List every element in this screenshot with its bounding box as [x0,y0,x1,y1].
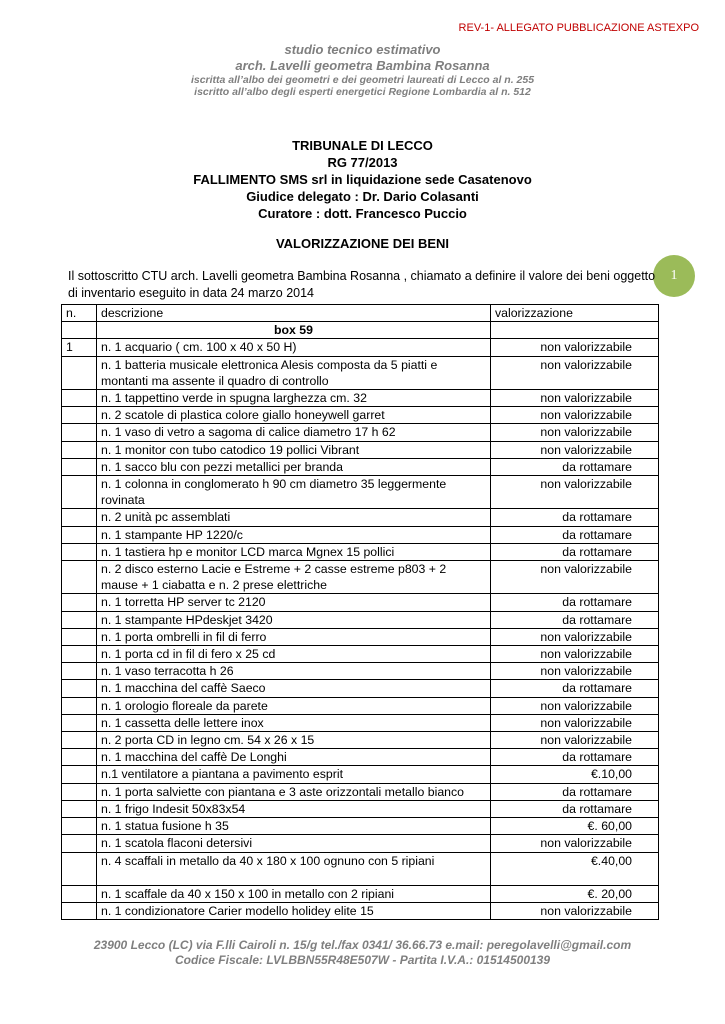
row-value: non valorizzabile [491,646,659,663]
row-description: n. 1 monitor con tubo catodico 19 pollici Vibrant [97,441,491,458]
row-value: da rottamare [491,800,659,817]
row-description: n. 1 cassetta delle lettere inox [97,714,491,731]
table-row [62,732,659,749]
table-row [62,441,659,458]
row-value: da rottamare [491,509,659,526]
section-title: VALORIZZAZIONE DEI BENI [275,236,450,251]
judge: Giudice delegato : Dr. Dario Colasanti [246,189,479,204]
studio-name: studio tecnico estimativo [284,42,441,57]
row-description: n. 1 macchina del caffè De Longhi [97,749,491,766]
table-row [62,390,659,407]
studio-registration-2: iscritto all’albo degli esperti energetici Regione Lombardia al n. 512 [194,86,531,98]
row-description: n. 1 stampante HP 1220/c [97,526,491,543]
curator: Curatore : dott. Francesco Puccio [258,206,467,221]
row-description: n. 1 vaso di vetro a sagoma di calice diametro 17 h 62 [97,424,491,441]
row-number [62,818,97,835]
table-row [62,458,659,475]
row-value: da rottamare [491,543,659,560]
row-number [62,561,97,594]
assets-table [61,304,659,920]
row-value: €. 60,00 [491,818,659,835]
row-number [62,441,97,458]
row-number [62,885,97,902]
row-description: n. 1 frigo Indesit 50x83x54 [97,800,491,817]
row-description: n. 1 tastiera hp e monitor LCD marca Mgnex 15 pollici [97,543,491,560]
table-row [62,697,659,714]
case-title: FALLIMENTO SMS srl in liquidazione sede Casatenovo [193,172,532,187]
row-description: n. 2 unità pc assemblati [97,509,491,526]
row-description: n. 1 scatola flaconi detersivi [97,835,491,852]
table-row [62,561,659,594]
row-description: n. 1 porta ombrelli in fil di ferro [97,628,491,645]
row-description: n. 2 porta CD in legno cm. 54 x 26 x 15 [97,732,491,749]
row-description: n. 1 orologio floreale da parete [97,697,491,714]
row-value: da rottamare [491,749,659,766]
row-value: non valorizzabile [491,407,659,424]
row-number [62,680,97,697]
table-row [62,476,659,509]
studio-registration-1: iscritta all’albo dei geometri e dei geometri laureati di Lecco al n. 255 [190,74,535,86]
table-row [62,646,659,663]
row-value: non valorizzabile [491,441,659,458]
row-number [62,356,97,389]
row-description: n. 1 porta cd in fil di fero x 25 cd [97,646,491,663]
row-description: n. 1 torretta HP server tc 2120 [97,594,491,611]
footer-address: 23900 Lecco (LC) via F.lli Cairoli n. 15/g tel./fax 0341/ 36.66.73 e.mail: peregolavelli@gmail.com [93,938,632,952]
row-value: non valorizzabile [491,714,659,731]
row-number [62,835,97,852]
header-descrizione: descrizione [97,305,491,322]
row-description: n. 1 stampante HPdeskjet 3420 [97,611,491,628]
table-row [62,783,659,800]
row-value: da rottamare [491,458,659,475]
table-row [62,594,659,611]
row-number [62,663,97,680]
row-number [62,902,97,919]
row-description: n. 1 colonna in conglomerato h 90 cm diametro 35 leggermente rovinata [97,476,491,509]
row-number [62,458,97,475]
row-number [62,646,97,663]
row-value: non valorizzabile [491,339,659,356]
header-valorizzazione: valorizzazione [491,305,659,322]
table-row [62,680,659,697]
row-number [62,594,97,611]
row-description: n. 1 acquario ( cm. 100 x 40 x 50 H) [97,339,491,356]
row-number [62,800,97,817]
footer [0,938,725,968]
row-number [62,628,97,645]
row-description: n. 1 vaso terracotta h 26 [97,663,491,680]
row-value: non valorizzabile [491,561,659,594]
row-number [62,749,97,766]
row-number: 1 [62,339,97,356]
studio-owner: arch. Lavelli geometra Bambina Rosanna [235,58,490,73]
row-value: da rottamare [491,611,659,628]
row-value: non valorizzabile [491,697,659,714]
table-row [62,852,659,885]
table-row [62,407,659,424]
row-value: non valorizzabile [491,476,659,509]
box-label: box 59 [97,322,491,339]
studio-header [0,42,725,98]
table-row [62,628,659,645]
table-row [62,424,659,441]
court-name: TRIBUNALE DI LECCO [292,138,433,153]
row-description: n. 1 batteria musicale elettronica Alesis composta da 5 piatti e montanti ma assente il quadro di controllo [97,356,491,389]
row-value: €.10,00 [491,766,659,783]
row-number [62,714,97,731]
table-row [62,526,659,543]
row-description: n. 1 macchina del caffè Saeco [97,680,491,697]
table-row [62,611,659,628]
row-value: non valorizzabile [491,835,659,852]
row-description: n. 4 scaffali in metallo da 40 x 180 x 100 ognuno con 5 ripiani [97,852,491,885]
row-number [62,509,97,526]
row-value: non valorizzabile [491,732,659,749]
intro-paragraph: Il sottoscritto CTU arch. Lavelli geometra Bambina Rosanna , chiamato a definire il valore dei beni oggetto di inventario eseguito in data 24 marzo 2014 [68,269,656,300]
case-heading [0,137,725,222]
row-description: n.1 ventilatore a piantana a pavimento esprit [97,766,491,783]
revision-label: REV-1- ALLEGATO PUBBLICAZIONE ASTEXPO [458,22,699,34]
row-value: da rottamare [491,526,659,543]
table-row [62,749,659,766]
page-number-badge: 1 [653,255,695,297]
row-value: da rottamare [491,594,659,611]
row-value: non valorizzabile [491,356,659,389]
box-row [62,322,659,339]
row-value: non valorizzabile [491,390,659,407]
table-row [62,902,659,919]
row-description: n. 1 scaffale da 40 x 150 x 100 in metallo con 2 ripiani [97,885,491,902]
table-row [62,356,659,389]
row-value: non valorizzabile [491,663,659,680]
footer-tax-codes: Codice Fiscale: LVLBBN55R48E507W - Partita I.V.A.: 01514500139 [174,953,551,967]
table-row [62,885,659,902]
row-value: da rottamare [491,783,659,800]
table-row [62,339,659,356]
row-number [62,424,97,441]
row-number [62,852,97,885]
row-number [62,732,97,749]
row-description: n. 1 porta salviette con piantana e 3 aste orizzontali metallo bianco [97,783,491,800]
row-description: n. 1 statua fusione h 35 [97,818,491,835]
row-description: n. 1 sacco blu con pezzi metallici per branda [97,458,491,475]
row-value: da rottamare [491,680,659,697]
table-row [62,835,659,852]
header-n: n. [62,305,97,322]
row-number [62,543,97,560]
row-number [62,611,97,628]
table-header-row [62,305,659,322]
row-number [62,476,97,509]
table-row [62,714,659,731]
case-number: RG 77/2013 [327,155,398,170]
table-row [62,509,659,526]
row-value: non valorizzabile [491,902,659,919]
row-value: non valorizzabile [491,424,659,441]
table-row [62,663,659,680]
table-row [62,800,659,817]
row-description: n. 1 tappettino verde in spugna larghezza cm. 32 [97,390,491,407]
row-number [62,766,97,783]
row-description: n. 2 scatole di plastica colore giallo honeywell garret [97,407,491,424]
row-number [62,407,97,424]
row-number [62,390,97,407]
table-row [62,766,659,783]
row-value: €. 20,00 [491,885,659,902]
row-number [62,783,97,800]
row-number [62,697,97,714]
row-description: n. 2 disco esterno Lacie e Estreme + 2 casse estreme p803 + 2 mause + 1 ciabatta e n. 2 prese elettriche [97,561,491,594]
row-value: non valorizzabile [491,628,659,645]
row-number [62,526,97,543]
row-description: n. 1 condizionatore Carier modello holidey elite 15 [97,902,491,919]
table-row [62,543,659,560]
row-value: €.40,00 [491,852,659,885]
table-row [62,818,659,835]
